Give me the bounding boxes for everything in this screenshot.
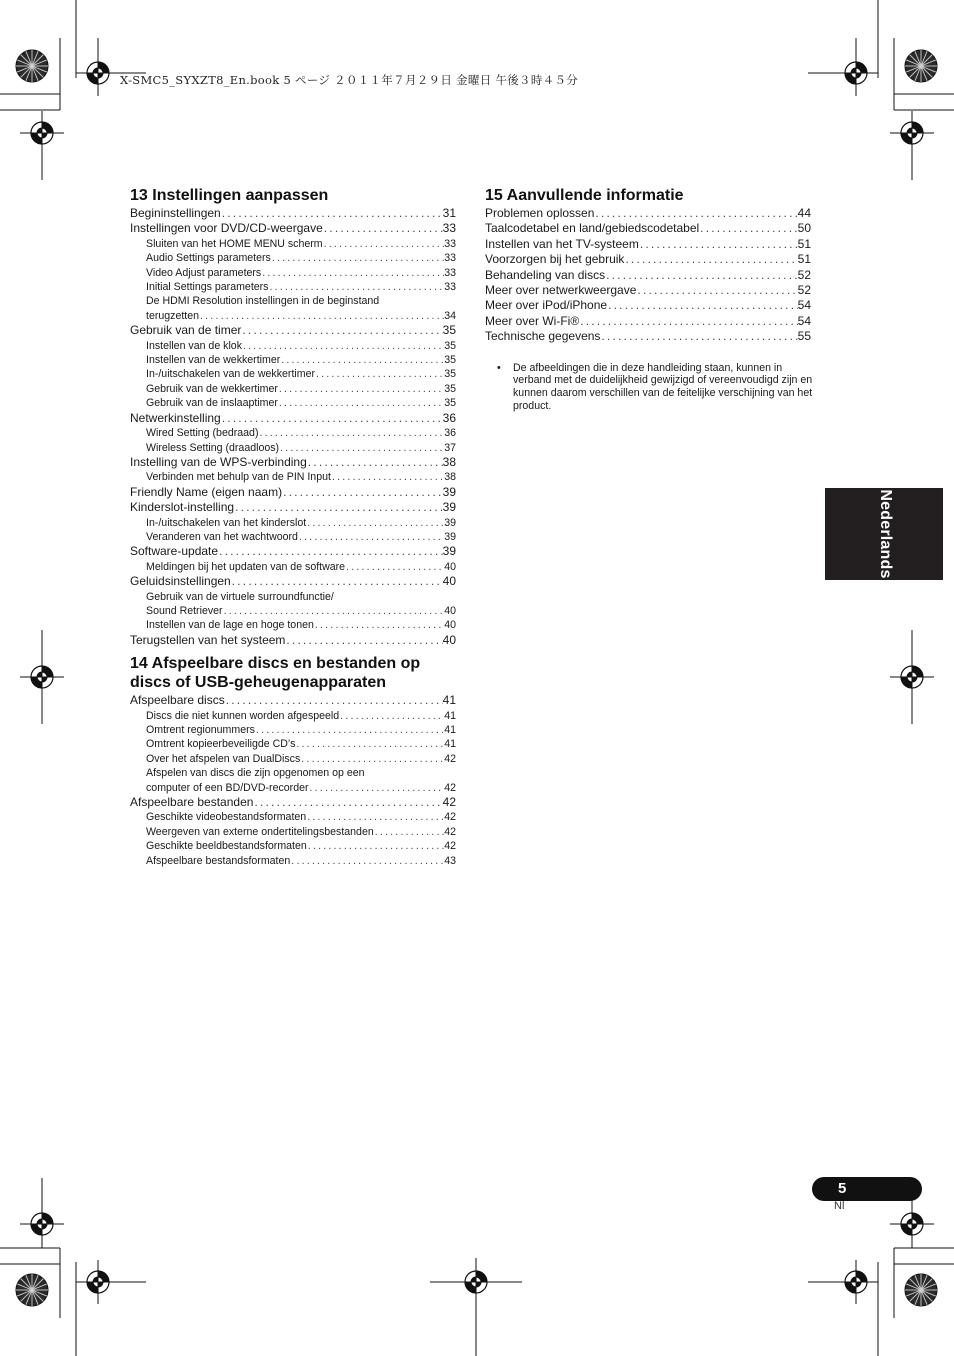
toc-label: Omtrent kopieerbeveiligde CD’s (146, 738, 296, 751)
toc-entry[interactable] (485, 283, 811, 298)
page-number: 5 (838, 1180, 847, 1197)
toc-page: 35 (444, 382, 456, 395)
toc-subentry[interactable] (130, 752, 456, 766)
toc-page: 35 (442, 323, 456, 338)
toc-page: 38 (444, 471, 456, 484)
toc-label: Wired Setting (bedraad) (146, 427, 259, 440)
toc-right-column (485, 186, 811, 413)
toc-subentry[interactable] (130, 709, 456, 723)
toc-page: 42 (444, 811, 456, 824)
section-15-title: 15 Aanvullende informatie (485, 187, 684, 204)
disclaimer-note (497, 362, 821, 413)
toc-label: Instellen van de lage en hoge tonen (146, 619, 314, 632)
toc-page: 36 (442, 410, 456, 425)
section-13-title: 13 Instellingen aanpassen (130, 187, 329, 204)
toc-label: Problemen oplossen (485, 206, 595, 220)
toc-subentry-wrap[interactable]: Gebruik van de virtuele surroundfunctie/ (146, 590, 334, 603)
toc-subentry-wrap[interactable]: Afspelen van discs die zijn opgenomen op een (146, 767, 365, 780)
toc-subentry[interactable] (130, 470, 456, 484)
toc-label: Taalcodetabel en land/gebiedscodetabel (485, 221, 700, 236)
toc-subentry[interactable] (130, 382, 456, 396)
toc-page: 54 (797, 313, 811, 328)
toc-page: 39 (444, 530, 456, 543)
toc-label: Instellen van de klok (146, 339, 242, 352)
toc-page: 40 (442, 632, 456, 647)
toc-page: 36 (444, 427, 456, 440)
toc-subentry[interactable] (130, 237, 456, 251)
toc-label: Meer over netwerkweergave (485, 283, 637, 298)
toc-subentry[interactable] (130, 396, 456, 410)
toc-label: In-/uitschakelen van de wekkertimer (146, 368, 315, 381)
toc-label: Sound Retriever (146, 604, 223, 617)
toc-label: Voorzorgen bij het gebruik (485, 252, 625, 267)
toc-page: 55 (797, 329, 811, 344)
toc-page: 33 (442, 221, 456, 236)
toc-label: Behandeling van discs (485, 267, 606, 282)
toc-page: 54 (797, 298, 811, 313)
toc-page: 42 (444, 825, 456, 838)
toc-entry[interactable] (130, 633, 456, 648)
language-code: Nl (834, 1200, 845, 1212)
toc-entry[interactable] (130, 221, 456, 236)
toc-subentry[interactable] (130, 560, 456, 574)
toc-entry[interactable] (130, 455, 456, 470)
toc-subentry[interactable] (130, 309, 456, 323)
language-tab-label: Nederlands (877, 489, 894, 579)
page-number-badge (812, 1177, 922, 1201)
toc-page: 40 (444, 619, 456, 632)
toc-page: 35 (444, 397, 456, 410)
toc-label: Verbinden met behulp van de PIN Input (146, 471, 331, 484)
toc-label: Gebruik van de timer (130, 323, 242, 338)
toc-subentry[interactable] (130, 339, 456, 353)
toc-subentry[interactable] (130, 604, 456, 618)
toc-page: 41 (444, 709, 456, 722)
print-header: X-SMC5_SYXZT8_En.book 5 ページ ２０１１年７月２９日 金曜日 午後３時４５分 (120, 73, 579, 87)
language-tab (825, 488, 943, 580)
toc-entry[interactable] (485, 298, 811, 313)
toc-entry[interactable] (130, 795, 456, 810)
section-14-title-line2: discs of USB-geheugenapparaten (130, 674, 387, 692)
toc-label: Sluiten van het HOME MENU scherm (146, 237, 323, 250)
toc-page: 44 (797, 206, 811, 220)
toc-label: Instelling van de WPS-verbinding (130, 454, 307, 469)
toc-label: Begininstellingen (130, 206, 221, 220)
toc-label: Terugstellen van het systeem (130, 632, 286, 647)
toc-label: Veranderen van het wachtwoord (146, 530, 298, 543)
section-14-toc (130, 693, 456, 868)
toc-subentry[interactable] (130, 516, 456, 530)
toc-page: 35 (444, 354, 456, 367)
toc-label: Discs die niet kunnen worden afgespeeld (146, 709, 340, 722)
toc-label: Afspeelbare bestandsformaten (146, 854, 291, 867)
toc-subentry-wrap[interactable]: De HDMI Resolution instellingen in de beginstand (146, 295, 380, 308)
toc-subentry[interactable] (130, 723, 456, 737)
toc-label: Audio Settings parameters (146, 252, 271, 265)
toc-label: Meldingen bij het updaten van de software (146, 560, 346, 573)
toc-page: 51 (797, 236, 811, 251)
toc-label: Netwerkinstelling (130, 410, 221, 425)
toc-page: 42 (444, 752, 456, 765)
toc-entry[interactable] (485, 221, 811, 236)
toc-subentry[interactable] (130, 280, 456, 294)
toc-subentry[interactable] (130, 251, 456, 265)
toc-subentry[interactable] (130, 441, 456, 455)
toc-label: Afspeelbare bestanden (130, 795, 254, 810)
disclaimer-text: De afbeeldingen die in deze handleiding staan, kunnen in verband met de duidelijkheid gewijzigd of vereenvoudigd zijn en kunnen daarom verschillen van de feitelijke verschijning van het product. (513, 361, 813, 413)
toc-label: Omtrent regionummers (146, 724, 255, 736)
section-13-toc (130, 206, 456, 648)
toc-label: Gebruik van de wekkertimer (146, 382, 278, 395)
toc-subentry[interactable] (130, 353, 456, 367)
toc-entry[interactable] (130, 500, 456, 515)
toc-page: 42 (442, 795, 456, 810)
toc-label: computer of een BD/DVD-recorder (146, 781, 309, 794)
toc-page: 43 (444, 854, 456, 867)
toc-left-column (130, 186, 456, 868)
toc-page: 41 (442, 693, 456, 708)
toc-page: 39 (442, 484, 456, 499)
section-14-title-line1: 14 Afspeelbare discs en bestanden op (130, 655, 421, 673)
toc-page: 35 (444, 339, 456, 352)
toc-subentry[interactable] (130, 810, 456, 824)
toc-subentry[interactable] (130, 426, 456, 440)
toc-page: 33 (444, 281, 456, 294)
toc-entry[interactable] (130, 693, 456, 708)
toc-label: Instellingen voor DVD/CD-weergave (130, 221, 323, 236)
toc-entry[interactable] (485, 329, 811, 344)
toc-page: 41 (444, 738, 456, 751)
toc-page: 52 (797, 267, 811, 282)
toc-page: 39 (442, 500, 456, 515)
toc-page: 51 (797, 252, 811, 267)
toc-page: 38 (442, 454, 456, 469)
toc-label: Technische gegevens (485, 329, 601, 344)
toc-label: Instellen van het TV-systeem (485, 236, 639, 251)
toc-page: 40 (442, 574, 456, 589)
toc-entry[interactable] (485, 314, 811, 329)
toc-page: 42 (444, 840, 456, 853)
toc-page: 37 (444, 441, 456, 454)
toc-label: Software-update (130, 544, 219, 559)
toc-page: 33 (444, 237, 456, 250)
toc-label: Geschikte videobestandsformaten (146, 811, 307, 824)
toc-label: Meer over iPod/iPhone (485, 298, 608, 313)
toc-page: 42 (444, 781, 456, 794)
toc-label: In-/uitschakelen van het kinderslot (146, 516, 307, 529)
toc-page: 34 (444, 309, 456, 322)
toc-page: 41 (444, 724, 456, 736)
toc-page: 40 (444, 560, 456, 573)
toc-entry[interactable] (485, 268, 811, 283)
toc-label: Geschikte beeldbestandsformaten (146, 840, 307, 853)
toc-entry[interactable] (130, 206, 456, 221)
bullet-point: • (497, 361, 501, 374)
toc-label: Weergeven van externe ondertitelingsbestanden (146, 825, 374, 838)
section-14-title (130, 654, 456, 692)
toc-subentry[interactable] (130, 618, 456, 632)
toc-entry[interactable] (485, 206, 811, 221)
toc-subentry[interactable] (130, 781, 456, 795)
toc-subentry[interactable] (130, 367, 456, 381)
toc-label: Over het afspelen van DualDiscs (146, 752, 301, 765)
toc-subentry[interactable] (130, 737, 456, 751)
toc-page: 52 (797, 283, 811, 298)
toc-subentry[interactable] (130, 825, 456, 839)
toc-label: Initial Settings parameters (146, 281, 269, 294)
toc-page: 50 (797, 221, 811, 236)
toc-label: Wireless Setting (draadloos) (146, 441, 280, 454)
toc-label: Gebruik van de inslaaptimer (146, 397, 278, 410)
toc-label: Video Adjust parameters (146, 266, 262, 279)
toc-label: Friendly Name (eigen naam) (130, 484, 283, 499)
toc-entry[interactable] (130, 411, 456, 426)
section-15-toc (485, 206, 811, 345)
toc-entry[interactable] (130, 544, 456, 559)
toc-entry[interactable] (485, 237, 811, 252)
toc-page: 33 (444, 252, 456, 265)
toc-label: Geluidsinstellingen (130, 574, 231, 589)
toc-page: 35 (444, 368, 456, 381)
toc-subentry[interactable] (130, 266, 456, 280)
toc-page: 31 (442, 206, 456, 220)
toc-subentry[interactable] (130, 854, 456, 868)
toc-label: Afspeelbare discs (130, 693, 225, 708)
toc-entry[interactable] (130, 485, 456, 500)
toc-page: 40 (444, 604, 456, 617)
toc-entry[interactable] (130, 323, 456, 338)
toc-page: 39 (442, 544, 456, 559)
toc-entry[interactable] (130, 574, 456, 589)
toc-label: terugzetten (146, 309, 200, 322)
toc-subentry[interactable] (130, 530, 456, 544)
toc-page: 33 (444, 266, 456, 279)
toc-entry[interactable] (485, 252, 811, 267)
toc-label: Meer over Wi-Fi® (485, 313, 580, 328)
toc-label: Instellen van de wekkertimer (146, 354, 281, 367)
toc-subentry[interactable] (130, 839, 456, 853)
toc-page: 39 (444, 516, 456, 529)
toc-label: Kinderslot-instelling (130, 500, 235, 515)
